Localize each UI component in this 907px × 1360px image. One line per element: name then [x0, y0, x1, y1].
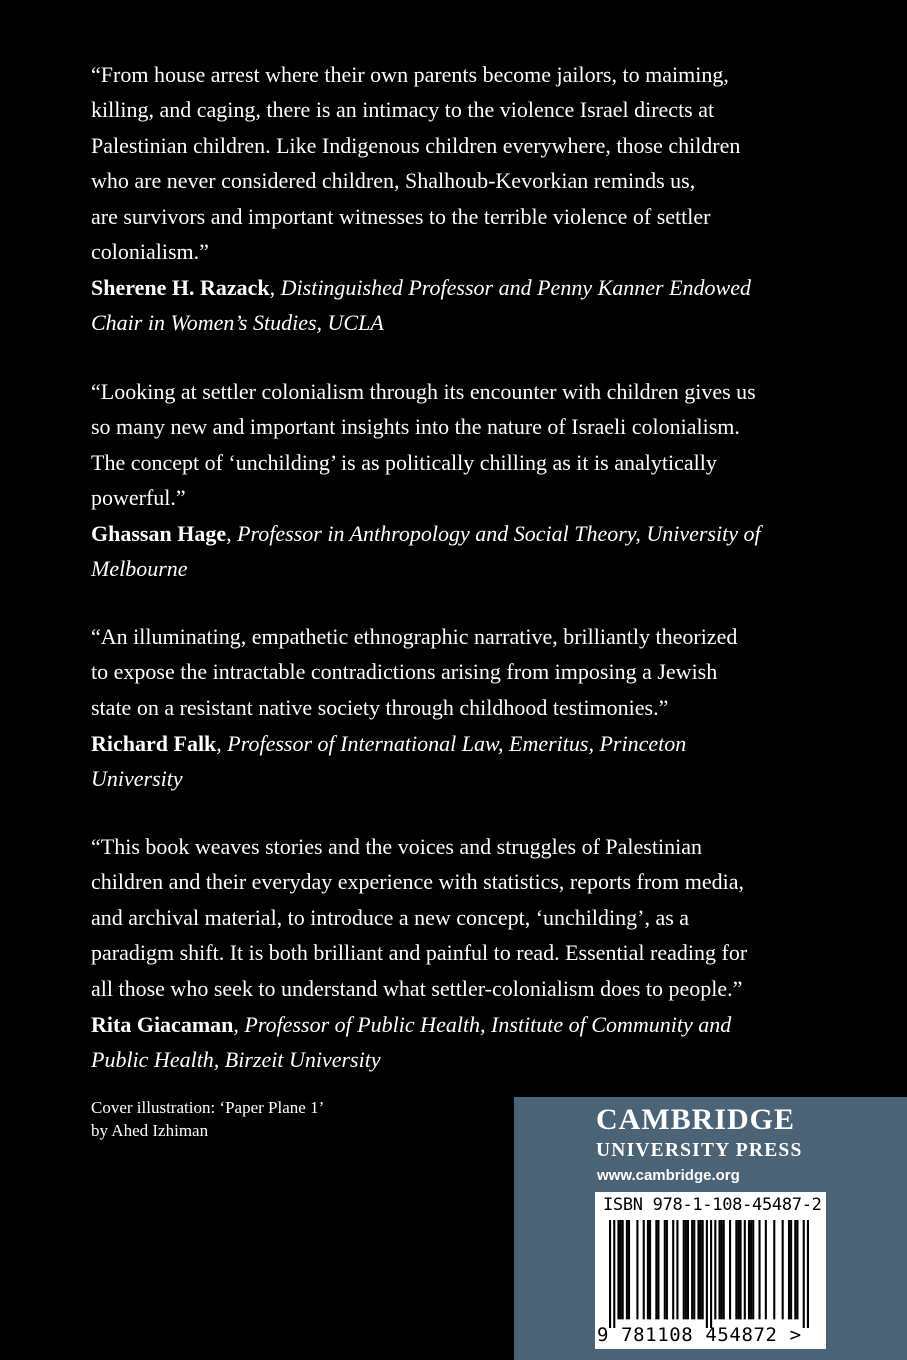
blurb-2-quote-line: so many new and important insights into the nature of Israeli colonialism.	[91, 414, 740, 440]
blurb-1-quote-line: colonialism.”	[91, 239, 209, 265]
barcode-bar	[765, 1220, 767, 1319]
barcode-bar	[758, 1220, 760, 1319]
barcode-bar	[687, 1220, 689, 1319]
publisher-subname: UNIVERSITY PRESS	[596, 1140, 803, 1161]
barcode-bar	[664, 1220, 666, 1319]
barcode-bar	[706, 1220, 708, 1328]
blurb-3-quote-line: to expose the intractable contradictions arising from imposing a Jewish	[91, 659, 718, 685]
barcode-bar	[649, 1220, 651, 1319]
barcode-bar	[617, 1220, 619, 1319]
barcode-bar	[794, 1220, 796, 1319]
barcode-bar	[788, 1220, 790, 1319]
barcode-bar	[729, 1220, 731, 1319]
barcode-bars	[609, 1220, 809, 1328]
barcode-bar	[782, 1220, 784, 1319]
blurb-4-quote	[91, 829, 821, 1006]
barcode-digits: 9 781108 454872 >	[597, 1324, 802, 1346]
barcode-bar	[676, 1220, 678, 1319]
blurb-1-quote	[91, 57, 821, 269]
barcode-bar	[685, 1220, 687, 1319]
barcode-bar	[752, 1220, 754, 1319]
barcode-bar	[723, 1220, 725, 1319]
barcode-bar	[657, 1220, 659, 1319]
blurb-2-author-title: , Professor in Anthropology and Social Theory, University of	[226, 521, 761, 546]
barcode-bar	[702, 1220, 704, 1319]
cover-illustration-credit	[91, 1096, 471, 1142]
barcode-bar	[628, 1220, 630, 1319]
barcode-bar	[626, 1220, 628, 1319]
barcode-bar	[647, 1220, 649, 1319]
blurb-4-quote-line: paradigm shift. It is both brilliant and painful to read. Essential reading for	[91, 940, 748, 966]
blurb-4-author: Rita Giacaman	[91, 1012, 234, 1037]
credit-line: by Ahed Izhiman	[91, 1121, 209, 1140]
barcode-bar	[803, 1220, 805, 1328]
blurb-2-quote-line: “Looking at settler colonialism through its encounter with children gives us	[91, 379, 756, 404]
isbn-label: ISBN 978-1-108-45487-2	[603, 1195, 822, 1215]
barcode-bar	[636, 1220, 638, 1319]
barcode-bar	[721, 1220, 723, 1319]
barcode-bar	[613, 1220, 615, 1328]
blurb-4-author-title: , Professor of Public Health, Institute of Community and	[233, 1012, 732, 1037]
barcode-bar	[750, 1220, 752, 1319]
barcode-bar	[773, 1220, 775, 1319]
blurb-2-author: Ghassan Hage	[91, 521, 227, 546]
blurb-1-author-title: , Distinguished Professor and Penny Kanner Endowed	[269, 275, 751, 300]
barcode-bar	[693, 1220, 695, 1319]
isbn-barcode	[595, 1192, 826, 1349]
barcode-bar	[807, 1220, 809, 1328]
blurb-3-attribution	[91, 726, 821, 797]
barcode-bar	[737, 1220, 739, 1319]
blurb-4-attribution	[91, 1007, 821, 1078]
barcode-bar	[672, 1220, 674, 1319]
barcode-bar	[718, 1220, 720, 1319]
barcode-bar	[683, 1220, 685, 1319]
blurb-1-quote-line: killing, and caging, there is an intimacy to the violence Israel directs at	[91, 97, 715, 123]
blurb-1-author-title: Chair in Women’s Studies, UCLA	[91, 310, 384, 336]
blurb-2-quote-line: powerful.”	[91, 485, 186, 511]
blurb-3-author-title: , Professor of International Law, Emeritus, Princeton	[216, 731, 687, 756]
barcode-bar	[691, 1220, 693, 1319]
barcode-bar	[740, 1220, 742, 1319]
blurb-3-author: Richard Falk	[91, 731, 217, 756]
publisher-url[interactable]: www.cambridge.org	[597, 1167, 740, 1184]
blurb-3-quote	[91, 619, 821, 725]
blurb-1-quote-line: are survivors and important witnesses to the terrible violence of settler	[91, 203, 711, 229]
blurb-3-quote-line: “An illuminating, empathetic ethnographic narrative, brilliantly theorized	[91, 624, 738, 649]
barcode-bar	[714, 1220, 716, 1319]
barcode-bar	[609, 1220, 611, 1328]
blurb-1-attribution	[91, 270, 821, 341]
blurb-1-quote-line: “From house arrest where their own parents become jailors, to maiming,	[91, 62, 729, 87]
barcode-bar	[744, 1220, 746, 1319]
barcode-bar	[655, 1220, 657, 1319]
blurb-3-quote-line: state on a resistant native society through childhood testimonies.”	[91, 694, 669, 720]
blurb-2-author-title: Melbourne	[91, 556, 188, 582]
barcode-bar	[735, 1220, 737, 1319]
blurb-1-author: Sherene H. Razack	[91, 275, 270, 300]
blurb-4-quote-line: all those who seek to understand what settler-colonialism does to people.”	[91, 975, 743, 1001]
blurb-2-quote-line: The concept of ‘unchilding’ is as politically chilling as it is analytically	[91, 449, 717, 475]
barcode-bar	[666, 1220, 668, 1319]
blurb-4-quote-line: “This book weaves stories and the voices and struggles of Palestinian	[91, 834, 702, 859]
blurb-1-quote-line: Palestinian children. Like Indigenous children everywhere, those children	[91, 132, 741, 158]
barcode-bar	[697, 1220, 699, 1319]
barcode-bar	[710, 1220, 712, 1328]
barcode-bar	[748, 1220, 750, 1319]
blurb-1-quote-line: who are never considered children, Shalhoub-Kevorkian reminds us,	[91, 168, 696, 194]
blurb-2-quote	[91, 374, 821, 516]
barcode-bar	[620, 1220, 622, 1319]
blurb-4-author-title: Public Health, Birzeit University	[91, 1047, 381, 1073]
blurb-3-author-title: University	[91, 766, 183, 792]
barcode-bar	[700, 1220, 702, 1319]
barcode-bar	[643, 1220, 645, 1319]
blurb-2-attribution	[91, 516, 821, 587]
barcode-bar	[790, 1220, 792, 1319]
blurb-4-quote-line: children and their everyday experience with statistics, reports from media,	[91, 869, 745, 895]
blurb-4-quote-line: and archival material, to introduce a new concept, ‘unchilding’, as a	[91, 904, 690, 930]
barcode-bar	[622, 1220, 624, 1319]
publisher-panel	[514, 1097, 907, 1360]
credit-line: Cover illustration: ‘Paper Plane 1’	[91, 1098, 325, 1117]
barcode-bar	[796, 1220, 798, 1319]
publisher-name: CAMBRIDGE	[596, 1103, 796, 1136]
